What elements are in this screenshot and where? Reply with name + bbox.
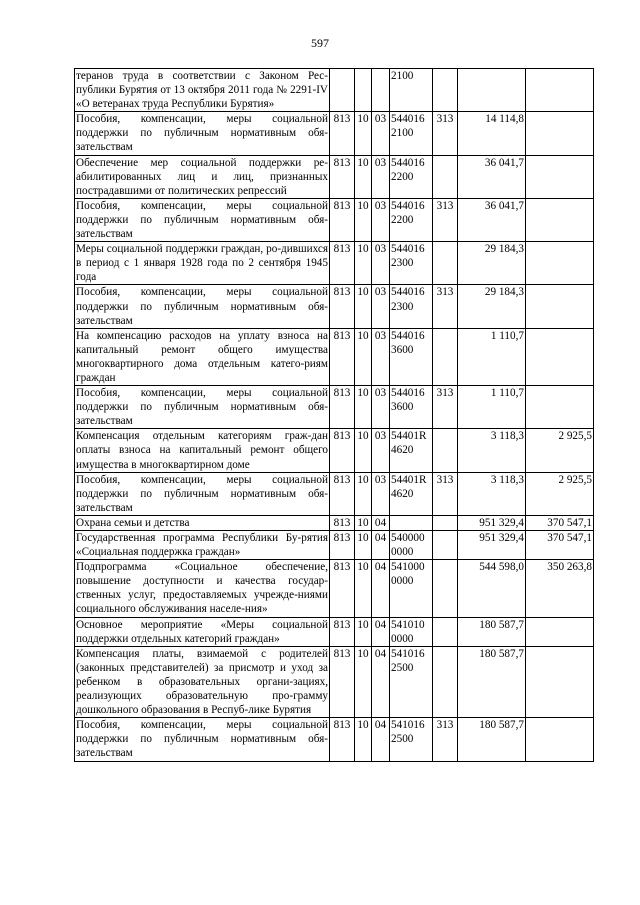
table-row [75,429,594,472]
cell-amount-federal [526,285,594,328]
table-row [75,515,594,530]
cell-grbs [330,69,355,112]
cell-grbs: 813 [330,515,355,530]
cell-section: 10 [355,515,372,530]
row-name: Меры социальной поддержки граждан, ро-дившихся в период с 1 января 1928 года по 2 сентября 1945 года [76,243,328,284]
cell-amount-federal [526,69,594,112]
cell-target-item: 54401R 4620 [390,472,433,515]
cell-amount-federal [526,242,594,285]
cell-amount-federal [526,617,594,646]
cell-expense-type [433,531,458,560]
cell-grbs: 813 [330,112,355,155]
cell-expense-type [433,617,458,646]
cell-amount: 29 184,3 [458,242,526,285]
cell-section: 10 [355,328,372,385]
row-name: Пособия, компенсации, меры социальной поддержки по публичным нормативным обя-зательствам [76,113,328,154]
cell-section: 10 [355,285,372,328]
cell-amount-federal: 350 263,8 [526,560,594,617]
cell-subsection: 03 [372,155,390,198]
cell-subsection [372,69,390,112]
cell-target-item: 541010 0000 [390,617,433,646]
cell-section: 10 [355,718,372,761]
cell-expense-type: 313 [433,285,458,328]
cell-subsection: 04 [372,617,390,646]
cell-expense-type: 313 [433,386,458,429]
cell-amount-federal [526,646,594,717]
cell-section [355,69,372,112]
row-name: Государственная программа Республики Бу-рятия «Социальная поддержка граждан» [76,532,328,559]
table-row [75,328,594,385]
cell-subsection: 04 [372,515,390,530]
cell-target-item: 541016 2500 [390,718,433,761]
cell-section: 10 [355,472,372,515]
table-row [75,285,594,328]
cell-expense-type: 313 [433,718,458,761]
cell-target-item: 544016 2300 [390,242,433,285]
cell-target-item: 544016 2100 [390,112,433,155]
cell-subsection: 04 [372,560,390,617]
cell-amount: 180 587,7 [458,718,526,761]
cell-amount: 3 118,3 [458,472,526,515]
cell-amount: 951 329,4 [458,531,526,560]
row-name: На компенсацию расходов на уплату взноса на капитальный ремонт общего имущества многоквартирного дома отдельным катего-риям граждан [76,329,328,384]
cell-amount: 3 118,3 [458,429,526,472]
cell-subsection: 04 [372,531,390,560]
row-name: теранов труда в соответствии с Законом Рес-публики Бурятия от 13 октября 2011 года № 2291-IV «О ветеранах труда Республики Бурятия» [76,70,328,111]
cell-amount: 180 587,7 [458,646,526,717]
row-name: Пособия, компенсации, меры социальной поддержки по публичным нормативным обя-зательствам [76,719,328,760]
cell-section: 10 [355,617,372,646]
table-row [75,646,594,717]
table-row [75,155,594,198]
row-name: Охрана семьи и детства [75,515,330,530]
cell-amount: 36 041,7 [458,198,526,241]
table-row [75,112,594,155]
table-body [75,69,594,762]
cell-expense-type [433,646,458,717]
row-name: Пособия, компенсации, меры социальной поддержки по публичным нормативным обя-зательствам [76,473,328,514]
cell-grbs: 813 [330,429,355,472]
cell-subsection: 03 [372,328,390,385]
cell-section: 10 [355,429,372,472]
cell-expense-type: 313 [433,112,458,155]
cell-subsection: 03 [372,242,390,285]
row-name: Пособия, компенсации, меры социальной поддержки по публичным нормативным обя-зательствам [76,199,328,241]
cell-expense-type [433,328,458,385]
cell-grbs: 813 [330,531,355,560]
cell-section: 10 [355,386,372,429]
budget-table [74,68,594,762]
cell-grbs: 813 [330,328,355,385]
table-row [75,69,594,112]
cell-amount-federal: 370 547,1 [526,515,594,530]
row-name: Обеспечение мер социальной поддержки ре-абилитированных лиц и лиц, признанных пострадавшими от политических репрессий [76,156,328,197]
cell-target-item: 544016 2300 [390,285,433,328]
table-row [75,198,594,241]
cell-section: 10 [355,242,372,285]
table-row [75,386,594,429]
cell-subsection: 03 [372,285,390,328]
cell-amount-federal [526,155,594,198]
cell-amount: 1 110,7 [458,386,526,429]
cell-subsection: 04 [372,718,390,761]
cell-subsection: 03 [372,429,390,472]
cell-amount: 36 041,7 [458,155,526,198]
row-name: Основное мероприятие «Меры социальной поддержки отдельных категорий граждан» [76,618,328,645]
cell-target-item: 544016 3600 [390,386,433,429]
table-row [75,617,594,646]
page-number: 597 [311,36,329,50]
table-row [75,560,594,617]
row-name: Пособия, компенсации, меры социальной поддержки по публичным нормативным обя-зательствам [76,387,328,428]
cell-amount: 29 184,3 [458,285,526,328]
cell-grbs: 813 [330,285,355,328]
cell-amount [458,69,526,112]
cell-amount: 951 329,4 [458,515,526,530]
cell-subsection: 04 [372,646,390,717]
cell-grbs: 813 [330,617,355,646]
cell-grbs: 813 [330,198,355,241]
cell-target-item: 540000 0000 [390,531,433,560]
cell-amount-federal [526,198,594,241]
cell-grbs: 813 [330,718,355,761]
cell-target-item: 541016 2500 [390,646,433,717]
cell-target-item: 544016 2200 [390,198,433,241]
table-row [75,242,594,285]
table-row [75,472,594,515]
cell-target-item: 54401R 4620 [390,429,433,472]
cell-grbs: 813 [330,472,355,515]
cell-expense-type [433,429,458,472]
cell-expense-type [433,155,458,198]
cell-target-item: 541000 0000 [390,560,433,617]
cell-target-item: 544016 2200 [390,155,433,198]
cell-amount: 180 587,7 [458,617,526,646]
cell-target-item [390,515,433,530]
cell-section: 10 [355,198,372,241]
cell-target-item: 544016 3600 [390,328,433,385]
cell-grbs: 813 [330,242,355,285]
cell-amount: 14 114,8 [458,112,526,155]
cell-section: 10 [355,155,372,198]
cell-section: 10 [355,112,372,155]
cell-amount-federal [526,112,594,155]
cell-amount-federal: 2 925,5 [526,472,594,515]
cell-amount: 544 598,0 [458,560,526,617]
row-name: Компенсация платы, взимаемой с родителей (законных представителей) за присмотр и уход за ребенком в образовательных органи-зациях, реализующих образовательную про-грамму дошкольного образования в Респуб-лике Бурятия [76,647,328,717]
cell-expense-type [433,560,458,617]
cell-grbs: 813 [330,560,355,617]
cell-section: 10 [355,560,372,617]
cell-amount-federal: 370 547,1 [526,531,594,560]
row-name: Пособия, компенсации, меры социальной поддержки по публичным нормативным обя-зательствам [76,286,328,327]
cell-subsection: 03 [372,198,390,241]
cell-subsection: 03 [372,386,390,429]
cell-expense-type: 313 [433,198,458,241]
cell-target-item: 2100 [390,69,433,112]
cell-expense-type [433,242,458,285]
cell-amount-federal [526,718,594,761]
cell-grbs: 813 [330,646,355,717]
cell-amount-federal [526,386,594,429]
cell-section: 10 [355,646,372,717]
cell-expense-type [433,515,458,530]
cell-expense-type: 313 [433,472,458,515]
cell-amount-federal [526,328,594,385]
cell-subsection: 03 [372,112,390,155]
cell-grbs: 813 [330,386,355,429]
cell-amount: 1 110,7 [458,328,526,385]
cell-expense-type [433,69,458,112]
cell-section: 10 [355,531,372,560]
table-row [75,531,594,560]
table-row [75,718,594,761]
cell-subsection: 03 [372,472,390,515]
row-name: Подпрограмма «Социальное обеспечение, повышение доступности и качества государ-ственных услуг, предоставляемых учрежде-ниями социального обслуживания населе-ния» [76,561,328,616]
row-name: Компенсация отдельным категориям граж-дан оплаты взноса на капитальный ремонт общего имущества в многоквартирном доме [76,430,328,471]
cell-grbs: 813 [330,155,355,198]
cell-amount-federal: 2 925,5 [526,429,594,472]
